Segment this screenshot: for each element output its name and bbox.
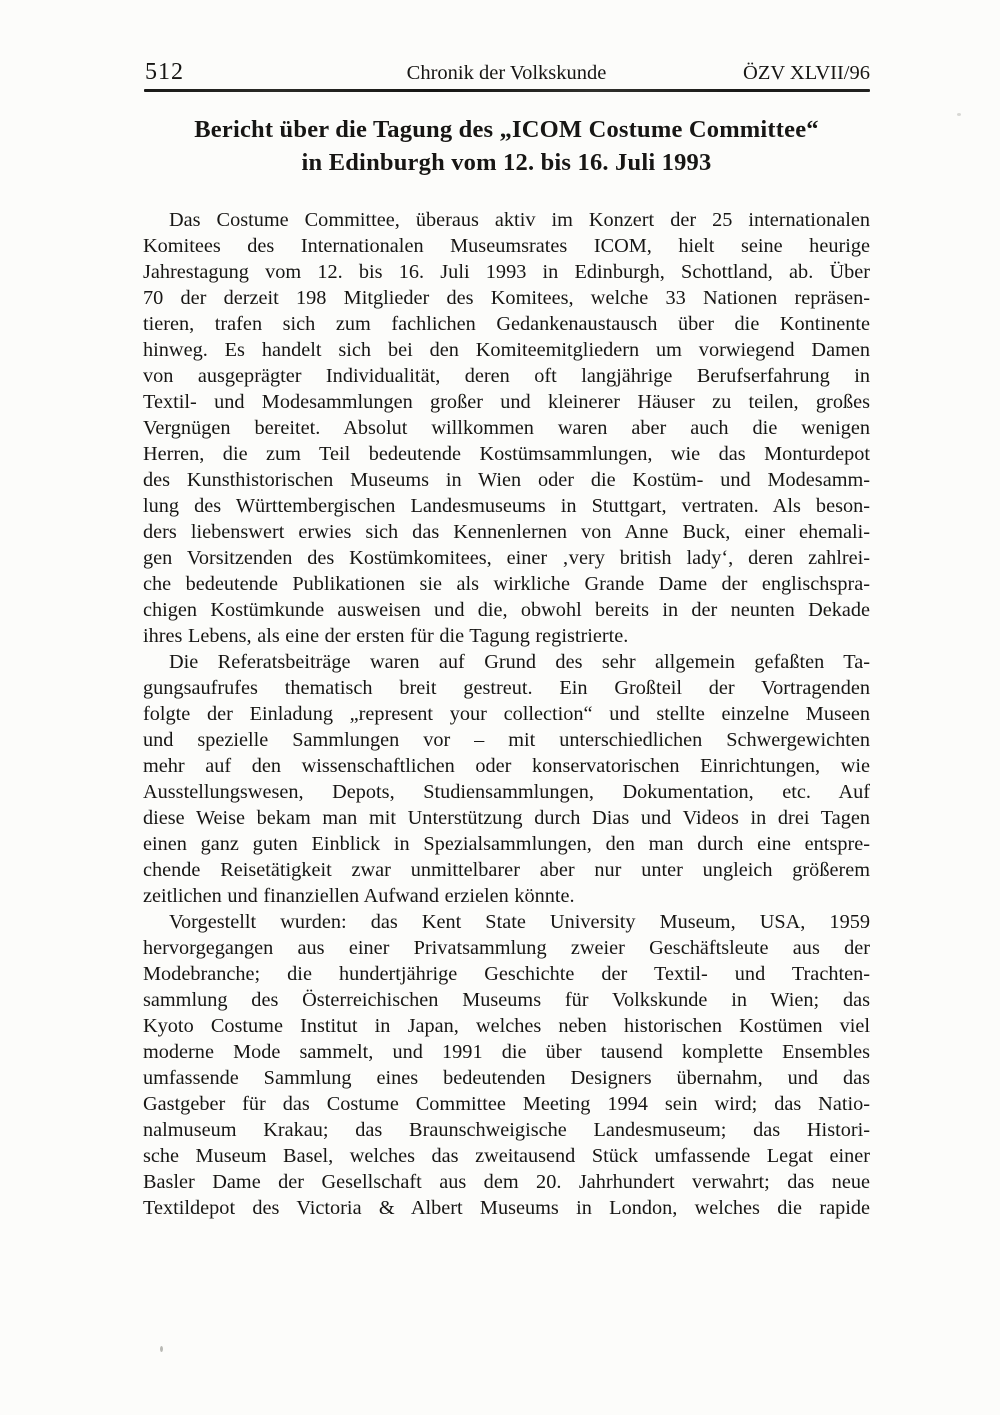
body-line: Vorgestellt wurden: das Kent State University Museum, USA, 1959 (169, 911, 870, 933)
paragraph (143, 207, 870, 649)
body-line: Vergnügen bereitet. Absolut willkommen waren aber auch die wenigen (143, 417, 870, 439)
body-line: lung des Württembergischen Landesmuseums in Stuttgart, vertraten. Als beson- (143, 495, 870, 517)
header-rule-divider (144, 89, 870, 92)
body-line: Textildepot des Victoria & Albert Museums in London, welches die rapide (143, 1197, 870, 1219)
scan-speck (957, 113, 961, 116)
body-line: gungsaufrufes thematisch breit gestreut. Ein Großteil der Vortragenden (143, 677, 870, 699)
paragraph (143, 909, 870, 1221)
body-line: sche Museum Basel, welches das zweitausend Stück umfassende Legat einer (143, 1145, 870, 1167)
paragraph (143, 649, 870, 909)
body-line: umfassende Sammlung eines bedeutenden Designers übernahm, und das (143, 1067, 870, 1089)
body-line: moderne Mode sammelt, und 1991 die über tausend komplette Ensembles (143, 1041, 870, 1063)
body-line: zeitlichen und finanziellen Aufwand erzielen könnte. (143, 885, 575, 907)
body-line: Komitees des Internationalen Museumsrates ICOM, hielt seine heurige (143, 235, 870, 257)
body-line: chende Reisetätigkeit zwar unmittelbarer aber nur unter ungleich größerem (143, 859, 870, 881)
article-title (143, 113, 870, 179)
body-line: 70 der derzeit 198 Mitglieder des Komitees, welche 33 Nationen repräsen- (143, 287, 870, 309)
body-line: Kyoto Costume Institut in Japan, welches neben historischen Kostümen viel (143, 1015, 870, 1037)
body-line: Die Referatsbeiträge waren auf Grund des sehr allgemein gefaßten Ta- (169, 651, 870, 673)
body-line: sammlung des Österreichischen Museums für Volkskunde in Wien; das (143, 989, 870, 1011)
body-line: hervorgegangen aus einer Privatsammlung zweier Geschäftsleute aus der (143, 937, 870, 959)
scan-speck (160, 1346, 163, 1352)
body-line: ders liebenswert erwies sich das Kennenlernen von Anne Buck, einer ehemali- (143, 521, 870, 543)
body-line: Modebranche; die hundertjährige Geschichte der Textil- und Trachten- (143, 963, 870, 985)
body-line: nalmuseum Krakau; das Braunschweigische Landesmuseum; das Histori- (143, 1119, 870, 1141)
body-line: Textil- und Modesammlungen großer und kleinerer Häuser zu teilen, großes (143, 391, 870, 413)
article-body (143, 207, 870, 1221)
article-title-line-1: Bericht über die Tagung des „ICOM Costume Committee“ (194, 116, 819, 143)
body-line: und spezielle Sammlungen vor – mit unterschiedlichen Schwergewichten (143, 729, 870, 751)
body-line: Ausstellungswesen, Depots, Studiensammlungen, Dokumentation, etc. Auf (143, 781, 870, 803)
body-line: Basler Dame der Gesellschaft aus dem 20. Jahrhundert verwahrt; das neue (143, 1171, 870, 1193)
body-line: tieren, trafen sich zum fachlichen Gedankenaustausch über die Kontinente (143, 313, 870, 335)
page-number: 512 (145, 59, 184, 85)
body-line: ihres Lebens, als eine der ersten für die Tagung registrierte. (143, 625, 629, 647)
body-line: diese Weise bekam man mit Unterstützung durch Dias und Videos in drei Tagen (143, 807, 870, 829)
body-line: chigen Kostümkunde ausweisen und die, obwohl bereits in der neunten Dekade (143, 599, 870, 621)
body-line: Jahrestagung vom 12. bis 16. Juli 1993 in Edinburgh, Schottland, ab. Über (143, 261, 870, 283)
body-line: einen ganz guten Einblick in Spezialsammlungen, den man durch eine entspre- (143, 833, 870, 855)
body-line: Gastgeber für das Costume Committee Meeting 1994 sein wird; das Natio- (143, 1093, 870, 1115)
running-head (143, 52, 870, 86)
article-title-line-2: in Edinburgh vom 12. bis 16. Juli 1993 (301, 149, 712, 176)
body-line: des Kunsthistorischen Museums in Wien oder die Kostüm- und Modesamm- (143, 469, 870, 491)
body-line: von ausgeprägter Individualität, deren oft langjährige Berufserfahrung in (143, 365, 870, 387)
body-line: folgte der Einladung „represent your collection“ und stellte einzelne Museen (143, 703, 870, 725)
body-line: che bedeutende Publikationen sie als wirkliche Grande Dame der englischspra- (143, 573, 870, 595)
body-line: Das Costume Committee, überaus aktiv im Konzert der 25 internationalen (169, 209, 870, 231)
running-title: Chronik der Volkskunde (406, 62, 607, 84)
body-line: gen Vorsitzenden des Kostümkomitees, einer ‚very british lady‘, deren zahlrei- (143, 547, 870, 569)
issue-label: ÖZV XLVII/96 (743, 62, 870, 84)
body-line: hinweg. Es handelt sich bei den Komiteemitgliedern um vorwiegend Damen (143, 339, 870, 361)
body-line: mehr auf den wissenschaftlichen oder konservatorischen Einrichtungen, wie (143, 755, 870, 777)
body-line: Herren, die zum Teil bedeutende Kostümsammlungen, wie das Monturdepot (143, 443, 870, 465)
